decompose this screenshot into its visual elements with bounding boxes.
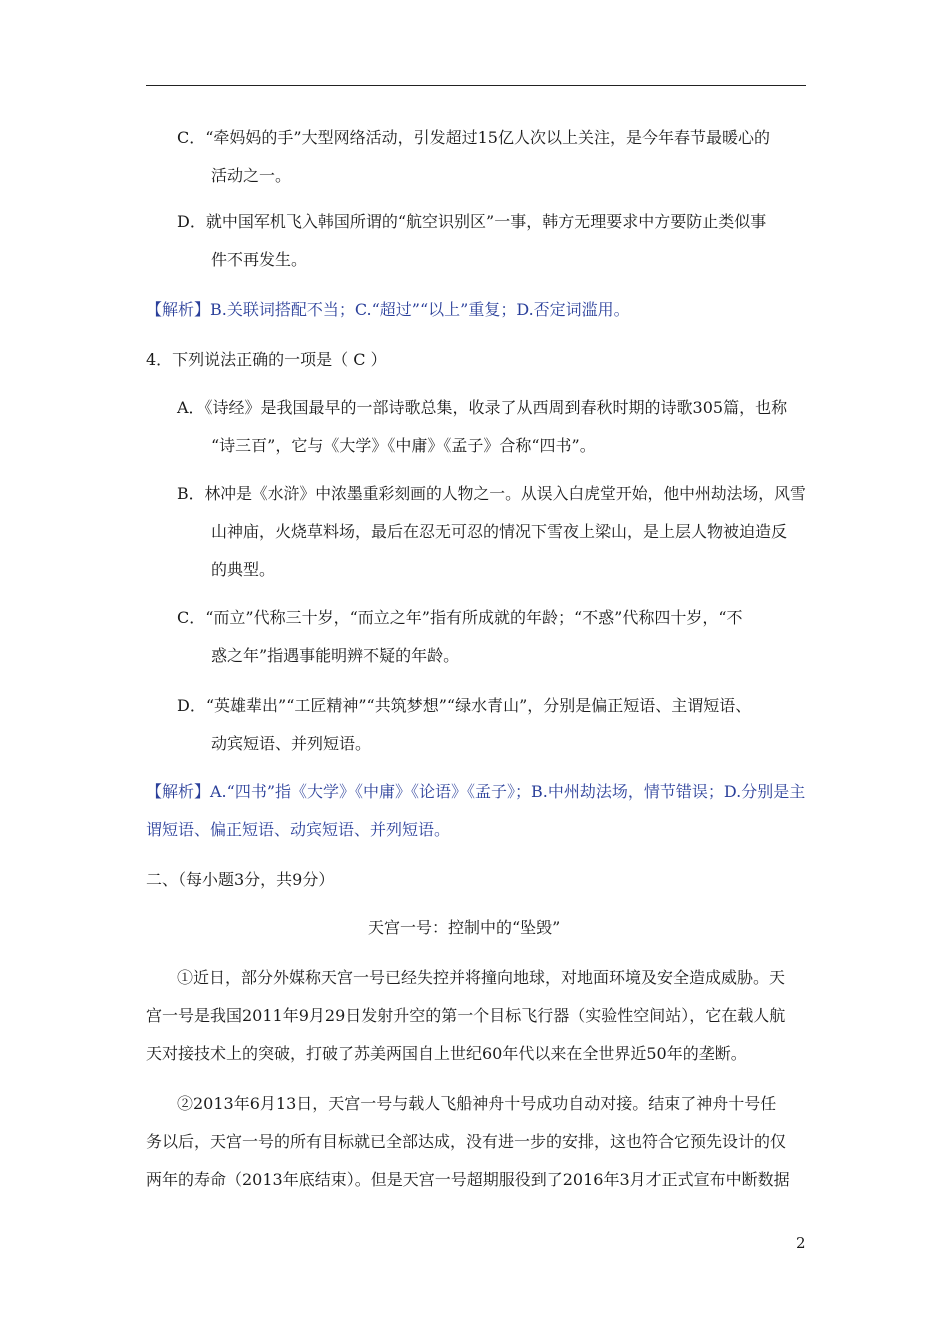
analysis-q4-line2: 谓短语、偏正短语、动宾短语、并列短语。 — [146, 820, 451, 839]
header-rule — [146, 85, 806, 86]
q4-option-b-line2: 山神庙，火烧草料场，最后在忍无可忍的情况下雪夜上梁山，是上层人物被迫造反 — [211, 522, 788, 541]
q4-option-c-line2: 惑之年”指遇事能明辨不疑的年龄。 — [211, 646, 460, 665]
q4-option-d-line2: 动宾短语、并列短语。 — [211, 734, 372, 753]
q4-option-c-line1: C．“而立”代称三十岁，“而立之年”指有所成就的年龄；“不惑”代称四十岁，“不 — [177, 608, 743, 627]
analysis-q4-line1: 【解析】A.“四书”指《大学》《中庸》《论语》《孟子》；B.中州劫法场，情节错误；D.分别是主 — [146, 782, 806, 801]
option-c-line1: C．“牵妈妈的手”大型网络活动，引发超过15亿人次以上关注，是今年春节最暖心的 — [177, 128, 770, 147]
option-c-line2: 活动之一。 — [211, 166, 292, 185]
paragraph-1-line3: 天对接技术上的突破，打破了苏美两国自上世纪60年代以来在全世界近50年的垄断。 — [146, 1044, 747, 1063]
analysis-q3: 【解析】B.关联词搭配不当；C.“超过”“以上”重复；D.否定词滥用。 — [146, 300, 630, 319]
option-d-line1: D．就中国军机飞入韩国所谓的“航空识别区”一事，韩方无理要求中方要防止类似事 — [177, 212, 767, 231]
q4-option-b-line3: 的典型。 — [211, 560, 276, 579]
article-title: 天宫一号：控制中的“坠毁” — [368, 918, 561, 937]
q4-option-d-line1: D．“英雄辈出”“工匠精神”“共筑梦想”“绿水青山”，分别是偏正短语、主谓短语、 — [177, 696, 752, 715]
section-2-heading: 二、（每小题3分，共9分） — [146, 870, 335, 889]
question-4-stem: 4．下列说法正确的一项是（ C ） — [146, 350, 387, 369]
q4-option-a-line2: “诗三百”，它与《大学》《中庸》《孟子》合称“四书”。 — [211, 436, 596, 455]
option-d-line2: 件不再发生。 — [211, 250, 308, 269]
paragraph-2-line3: 两年的寿命（2013年底结束）。但是天宫一号超期服役到了2016年3月才正式宣布中断数据 — [146, 1170, 790, 1189]
paragraph-2-line2: 务以后，天宫一号的所有目标就已全部达成，没有进一步的安排，这也符合它预先设计的仅 — [146, 1132, 787, 1151]
q4-option-b-line1: B．林冲是《水浒》中浓墨重彩刻画的人物之一。从误入白虎堂开始，他中州劫法场，风雪 — [177, 484, 806, 503]
paragraph-2-line1: ②2013年6月13日，天宫一号与载人飞船神舟十号成功自动对接。结束了神舟十号任 — [177, 1094, 777, 1113]
page-number: 2 — [796, 1234, 806, 1252]
paragraph-1-line2: 宫一号是我国2011年9月29日发射升空的第一个目标飞行器（实验性空间站），它在载人航 — [146, 1006, 786, 1025]
q4-option-a-line1: A．《诗经》是我国最早的一部诗歌总集，收录了从西周到春秋时期的诗歌305篇，也称 — [177, 398, 788, 417]
paragraph-1-line1: ①近日，部分外媒称天宫一号已经失控并将撞向地球，对地面环境及安全造成威胁。天 — [177, 968, 786, 987]
